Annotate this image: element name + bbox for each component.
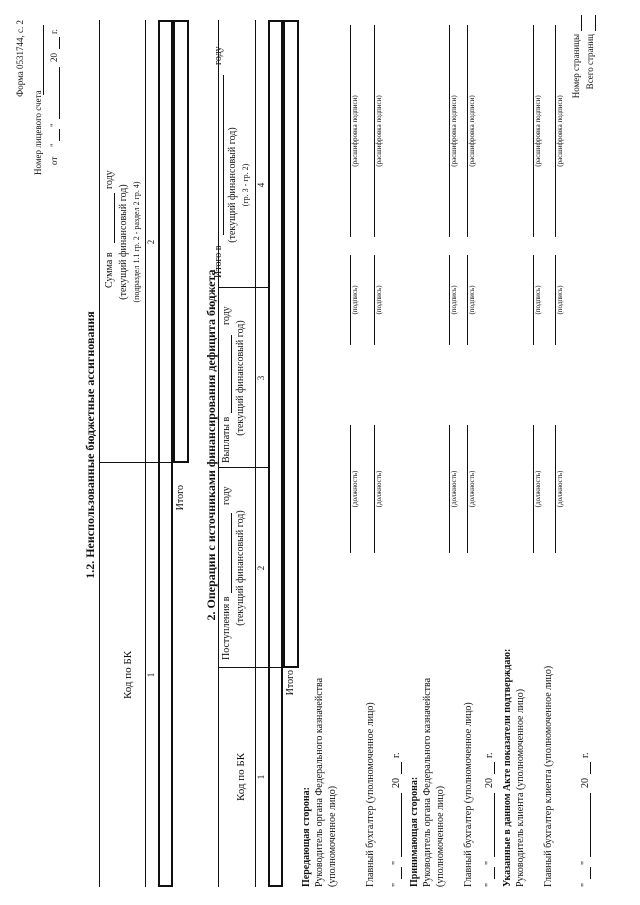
client-date-month-line (590, 793, 591, 857)
transferring-acc-decoding-caption: (расшифровка подписи) (375, 95, 383, 167)
receiving-side-label: Принимающая сторона: (409, 776, 420, 887)
form-label: Форма 0531744, с. 2 (15, 20, 25, 97)
section2-num-2: 2 (256, 565, 266, 571)
receiving-head-signature-caption: (подпись) (450, 285, 458, 315)
date-day-line (59, 129, 60, 141)
section2-num-4: 4 (256, 182, 266, 188)
receiving-head-decoding-caption: (расшифровка подписи) (450, 95, 458, 167)
section2-col4-year: году (213, 46, 224, 65)
section1-total-label: Итого (175, 485, 186, 511)
section1-col1-num: 1 (146, 672, 156, 678)
client-head-signature-caption: (подпись) (534, 285, 542, 315)
transferring-side-label: Передающая сторона: (301, 786, 312, 887)
section1-total-cell (173, 20, 189, 463)
client-head-position-caption: (должность) (534, 470, 542, 508)
section1-data-row (158, 20, 173, 887)
account-number-label: Номер лицевого счета (33, 90, 43, 175)
receiving-head-line1: Руководитель органа Федерального казначейства (422, 677, 433, 887)
transferring-accountant-label: Главный бухгалтер (уполномоченное лицо) (365, 702, 376, 887)
transferring-head-line2: (уполномоченное лицо) (327, 785, 338, 887)
section2-col3-year: году (221, 306, 232, 325)
transferring-head-position-caption: (должность) (351, 470, 359, 508)
date-month-line (59, 67, 60, 119)
transferring-head-signature-caption: (подпись) (351, 285, 359, 315)
section2-col3-year-blank (231, 335, 232, 413)
section2-col2-line2: (текущий финансовый год) (235, 510, 246, 626)
transferring-date-month-line (401, 793, 402, 857)
section1-year-blank (114, 193, 115, 243)
receiving-head-line2: (уполномоченное лицо) (435, 785, 446, 887)
receiving-date-quote-open: " (484, 882, 495, 887)
receiving-date-g: г. (484, 752, 495, 758)
client-date-year-line (590, 762, 591, 774)
client-head-decoding-caption: (расшифровка подписи) (534, 95, 542, 167)
receiving-acc-decoding-caption: (расшифровка подписи) (468, 95, 476, 167)
section1-title: 1.2. Неиспользованные бюджетные ассигнования (83, 311, 97, 579)
date-year-prefix: 20 (49, 53, 59, 62)
section2-divider-2 (218, 467, 268, 468)
section2-table-top (218, 20, 219, 887)
client-accountant-label: Главный бухгалтер клиента (уполномоченное лицо) (543, 665, 554, 887)
date-prefix: от (49, 156, 59, 165)
date-year-line (59, 37, 60, 49)
section1-col2-line1: Сумма в (104, 252, 115, 288)
transferring-acc-position-caption: (должность) (375, 470, 383, 508)
account-number-line (43, 25, 44, 95)
section1-table-top (99, 20, 100, 887)
receiving-acc-position-caption: (должность) (468, 470, 476, 508)
section2-col3-line1: Выплаты в (221, 416, 232, 463)
section2-title: 2. Операции с источниками финансирования дефицита бюджета (204, 269, 218, 621)
transferring-date-quote-open: " (391, 882, 402, 887)
total-pages-label: Всего страниц (585, 34, 595, 90)
date-year-suffix: г. (49, 29, 59, 34)
section2-col2-year-blank (231, 513, 232, 593)
section2-num-row-top (255, 20, 256, 887)
section1-num-row-top (145, 20, 146, 887)
section2-total-cell (283, 20, 299, 668)
section2-data-row (268, 20, 283, 887)
client-head-label: Руководитель клиента (уполномоченное лицо) (515, 688, 526, 887)
transferring-acc-signature-caption: (подпись) (375, 285, 383, 315)
receiving-date-year: 20 (484, 778, 495, 788)
transferring-date-g: г. (391, 752, 402, 758)
confirm-label: Указанные в данном Акте показатели подтверждаю: (502, 648, 513, 887)
transferring-head-line1: Руководитель органа Федерального казначейства (314, 677, 325, 887)
client-date-year: 20 (580, 778, 591, 788)
page-number-line (581, 15, 582, 31)
section2-col4-year-blank (223, 75, 224, 235)
section2-divider-3 (218, 287, 268, 288)
transferring-date-year: 20 (391, 778, 402, 788)
section2-num-1: 1 (256, 774, 266, 780)
page-number-label: Номер страницы (571, 34, 581, 99)
receiving-date-quote-close: " (484, 860, 495, 865)
transferring-date-year-line (401, 762, 402, 774)
section2-col4-line1: Итого в (213, 245, 224, 278)
section2-col4-line3: (гр. 3 - гр. 2) (241, 163, 250, 207)
client-date-day-line (590, 867, 591, 879)
section2-col1-header: Код по БК (235, 752, 247, 802)
receiving-acc-signature-caption: (подпись) (468, 285, 476, 315)
total-pages-line (595, 15, 596, 31)
client-acc-position-caption: (должность) (556, 470, 564, 508)
receiving-date-year-line (494, 762, 495, 774)
section1-col2-num: 2 (146, 239, 156, 245)
receiving-head-position-caption: (должность) (450, 470, 458, 508)
section1-col2-line3: (подраздел 1.1 гр. 2 - раздел 2 гр. 4) (132, 181, 141, 303)
receiving-accountant-label: Главный бухгалтер (уполномоченное лицо) (463, 702, 474, 887)
client-date-quote-open: " (580, 882, 591, 887)
section2-col2-year: году (221, 486, 232, 505)
section1-col2-year: году (104, 170, 115, 189)
section2-col4-line2: (текущий финансовый год) (227, 127, 238, 243)
client-acc-decoding-caption: (расшифровка подписи) (556, 95, 564, 167)
receiving-date-month-line (494, 793, 495, 857)
transferring-date-quote-close: " (391, 860, 402, 865)
transferring-date-day-line (401, 867, 402, 879)
transferring-head-decoding-caption: (расшифровка подписи) (351, 95, 359, 167)
client-date-quote-close: " (580, 860, 591, 865)
section2-num-3: 3 (256, 375, 266, 381)
section1-col2-line2: (текущий финансовый год) (118, 184, 129, 300)
section2-total-label: Итого (285, 670, 296, 696)
date-quote-close: " (49, 123, 59, 127)
receiving-date-day-line (494, 867, 495, 879)
section2-col2-line1: Поступления в (221, 596, 232, 660)
section2-col3-line2: (текущий финансовый год) (235, 320, 246, 436)
date-quote-open: " (49, 143, 59, 147)
client-date-g: г. (580, 752, 591, 758)
client-acc-signature-caption: (подпись) (556, 285, 564, 315)
section1-col1-header: Код по БК (122, 650, 134, 700)
